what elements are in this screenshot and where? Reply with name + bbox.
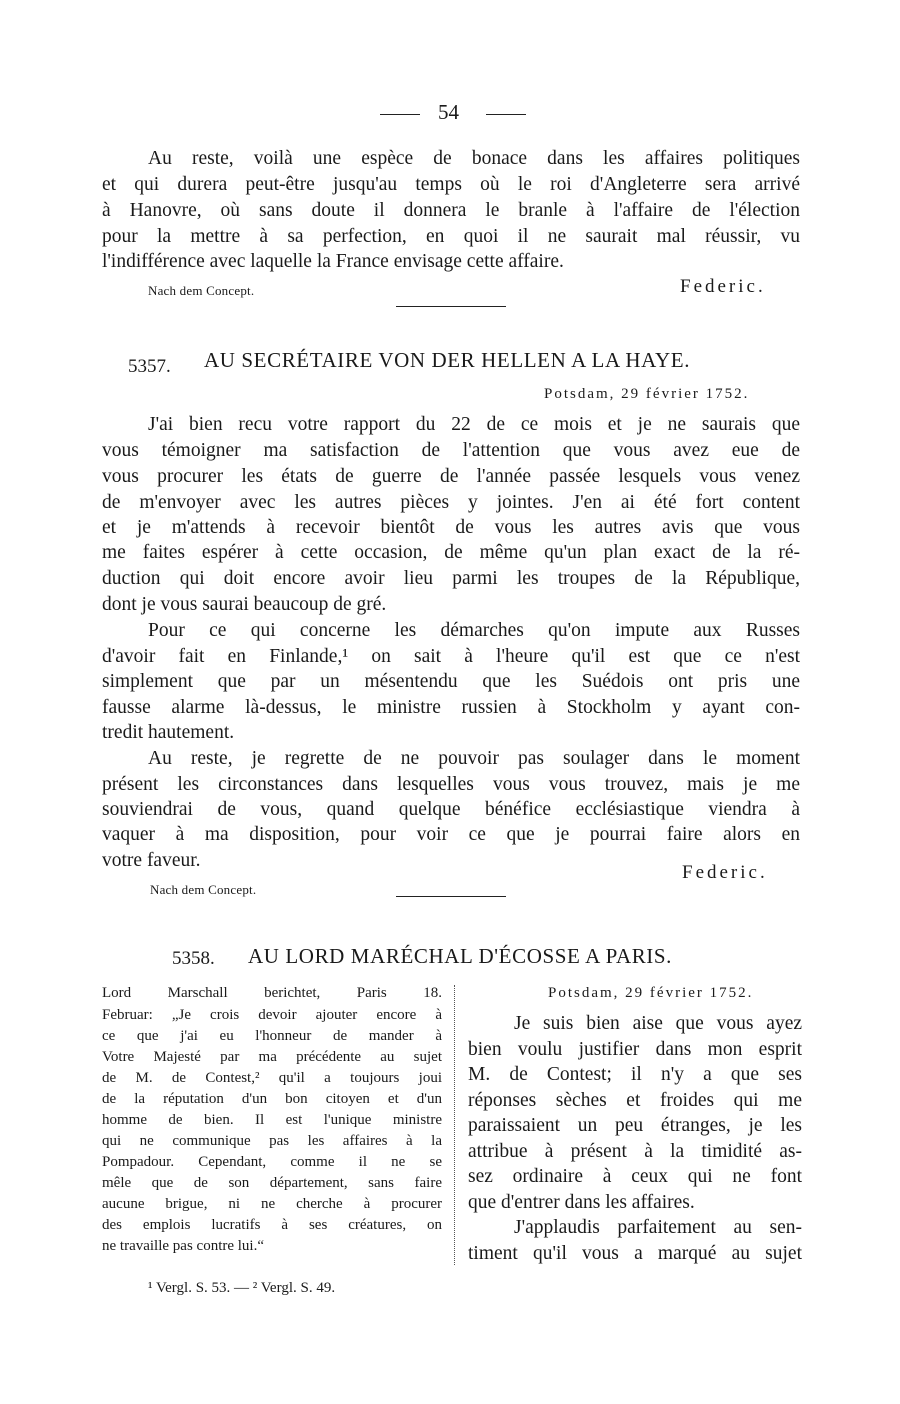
text-line: vaquer à ma disposition, pour voir ce que je pourrai faire alors en [102, 824, 800, 845]
header-rule-right [486, 114, 526, 115]
footnotes: ¹ Vergl. S. 53. — ² Vergl. S. 49. [148, 1280, 336, 1296]
summary-line: Pompadour. Cependant, comme il ne se [102, 1154, 442, 1170]
text-line: Au reste, voilà une espèce de bonace dans les affaires politiques [148, 148, 800, 169]
summary-line: Lord Marschall berichtet, Paris 18. [102, 985, 442, 1001]
summary-line: ne travaille pas contre lui.“ [102, 1238, 265, 1254]
reply-line: M. de Contest; il n'y a que ses [468, 1064, 802, 1085]
column-separator [454, 985, 455, 1265]
letter-heading: AU LORD MARÉCHAL D'ÉCOSSE A PARIS. [248, 944, 673, 968]
summary-line: qui ne communique pas les affaires à la [102, 1133, 442, 1149]
reply-line: bien voulu justifier dans mon esprit [468, 1039, 802, 1060]
reply-line: attribue à présent à la timidité as- [468, 1141, 802, 1162]
letter-number: 5357. [128, 356, 171, 377]
reply-line: sez ordinaire à ceux qui ne font [468, 1166, 802, 1187]
summary-line: de la réputation d'un bon citoyen et d'un [102, 1091, 442, 1107]
source-note: Nach dem Concept. [150, 882, 257, 897]
header-rule-left [380, 114, 420, 115]
text-line: pour la mettre à sa perfection, en quoi il ne saurait mal réussir, vu [102, 226, 800, 247]
letter-number: 5358. [172, 948, 215, 969]
source-note: Nach dem Concept. [148, 283, 255, 298]
reply-line: réponses sèches et froides qui me [468, 1090, 802, 1111]
text-line: l'indifférence avec laquelle la France envisage cette affaire. [102, 251, 564, 272]
text-line: et qui durera peut-être jusqu'au temps où le roi d'Angleterre sera arrivé [102, 174, 800, 195]
summary-line: homme de bien. Il est l'unique ministre [102, 1112, 442, 1128]
text-line: vous procurer les états de guerre de l'année passée lesquels vous venez [102, 466, 800, 487]
reply-line: paraissaient un peu étranges, je les [468, 1115, 802, 1136]
section-divider [396, 306, 506, 307]
summary-line: Votre Majesté par ma précédente au sujet [102, 1049, 442, 1065]
text-line: me faites espérer à cette occasion, de même qu'un plan exact de la ré- [102, 542, 800, 563]
text-line: à Hanovre, où sans doute il donnera le branle à l'affaire de l'élection [102, 200, 800, 221]
text-line: souviendrai de vous, quand quelque bénéfice ecclésiastique viendra à [102, 799, 800, 820]
reply-line: J'applaudis parfaitement au sen- [514, 1217, 802, 1238]
text-line: duction qui doit encore avoir lieu parmi les troupes de la République, [102, 568, 800, 589]
text-line: présent les circonstances dans lesquelles vous vous trouvez, mais je me [102, 774, 800, 795]
text-line: Pour ce qui concerne les démarches qu'on impute aux Russes [148, 620, 800, 641]
text-line: et je m'attends à recevoir bientôt de vous les autres avis que vous [102, 517, 800, 538]
summary-line: ce que j'ai eu l'honneur de mander à [102, 1028, 442, 1044]
text-line: d'avoir fait en Finlande,¹ on sait à l'heure qu'il est que ce n'est [102, 646, 800, 667]
text-line: tredit hautement. [102, 722, 235, 743]
summary-line: de M. de Contest,² qu'il a toujours joui [102, 1070, 442, 1086]
text-line: Au reste, je regrette de ne pouvoir pas soulager dans le moment [148, 748, 800, 769]
text-line: simplement que par un mésentendu que les Suédois ont pris une [102, 671, 800, 692]
signature: Federic. [680, 276, 766, 297]
signature: Federic. [682, 862, 768, 883]
place-date: Potsdam, 29 février 1752. [548, 985, 754, 1001]
summary-line: Februar: „Je crois devoir ajouter encore à [102, 1007, 442, 1023]
letter-heading: AU SECRÉTAIRE VON DER HELLEN A LA HAYE. [204, 348, 691, 372]
summary-line: des emplois lucratifs à ses créatures, on [102, 1217, 442, 1233]
text-line: J'ai bien recu votre rapport du 22 de ce mois et je ne saurais que [148, 414, 800, 435]
summary-line: mêle que de son département, sans faire [102, 1175, 442, 1191]
text-line: fausse alarme là-dessus, le ministre russien à Stockholm y ayant con- [102, 697, 800, 718]
reply-line: Je suis bien aise que vous ayez [514, 1013, 802, 1034]
reply-line: timent qu'il vous a marqué au sujet [468, 1243, 802, 1264]
section-divider [396, 896, 506, 897]
text-line: vous témoigner ma satisfaction de l'attention que vous avez eue de [102, 440, 800, 461]
page-number: 54 [438, 100, 459, 124]
reply-line: que d'entrer dans les affaires. [468, 1192, 695, 1213]
text-line: votre faveur. [102, 850, 201, 871]
summary-line: aucune brigue, ni ne cherche à procurer [102, 1196, 442, 1212]
text-line: dont je vous saurai beaucoup de gré. [102, 594, 387, 615]
place-date: Potsdam, 29 février 1752. [544, 386, 750, 402]
text-line: de m'envoyer avec les autres pièces y jointes. J'en ai été fort content [102, 492, 800, 513]
